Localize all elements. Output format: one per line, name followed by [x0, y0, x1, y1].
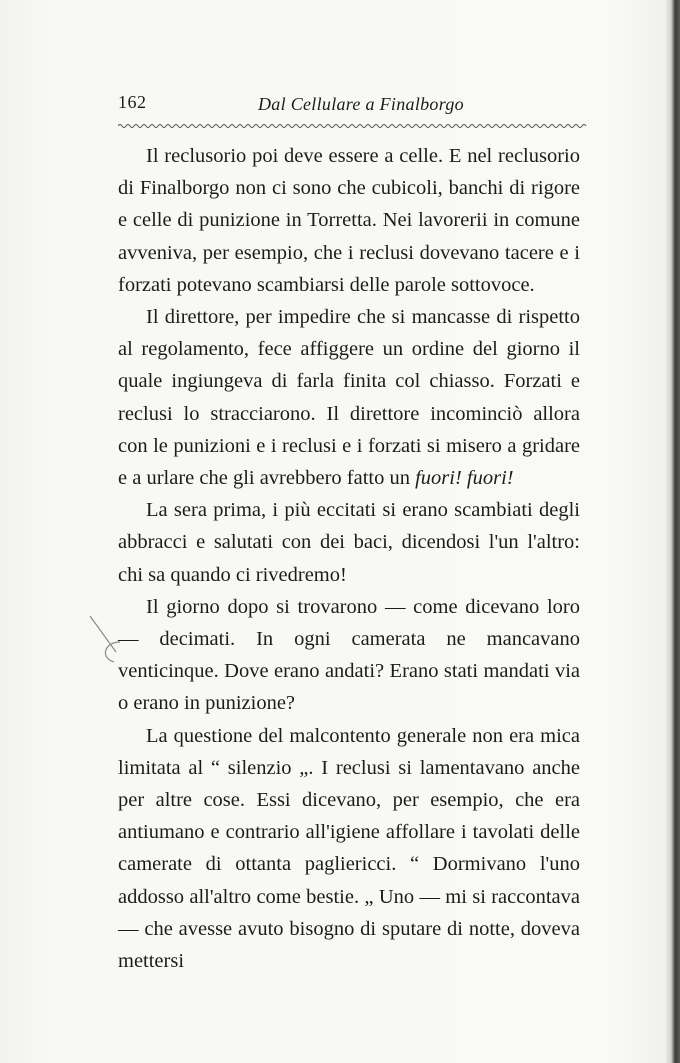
page-binding-edge — [664, 0, 680, 1063]
paragraph — [118, 301, 580, 494]
emphasis-fuori: fuori! fuori! — [415, 467, 514, 490]
paragraph: Il reclusorio poi deve essere a celle. E nel reclusorio di Finalborgo non ci sono che cubicoli, banchi di rigore e celle di punizione in Torretta. Nei lavorerii in comune avveniva, per esempio, che i reclusi dovevano tacere e i forzati potevano scambiarsi delle parole sottovoce. — [118, 145, 580, 296]
page-number: 162 — [118, 92, 147, 112]
header-ornamental-rule — [118, 122, 588, 130]
body-text — [118, 140, 580, 977]
running-title: Dal Cellulare a Finalborgo — [258, 94, 464, 114]
page-header — [118, 92, 588, 122]
paragraph-text: Il direttore, per impedire che si mancasse di rispetto al regolamento, fece affiggere un ordine del giorno il quale ingiungeva di farla finita col chiasso. Forzati e reclusi lo stracciarono. Il direttore incominciò allora con le punizioni e i reclusi e i forzati si misero a gridare e a urlare che gli avrebbero fatto un — [118, 306, 580, 490]
paragraph: La questione del malcontento generale non era mica limitata al “ silenzio „. I reclusi si lamentavano anche per altre cose. Essi dicevano, per esempio, che era antiumano e contrario all'igiene affollare i tavolati delle camerate di ottanta pagliericci. “ Dormivano l'uno addosso all'altro come bestie. „ Uno — mi si raccontava — che avesse avuto bisogno di sputare di notte, doveva mettersi — [118, 724, 580, 973]
paragraph: Il giorno dopo si trovarono — come dicevano loro — decimati. In ogni camerata ne mancavano venticinque. Dove erano andati? Erano stati mandati via o erano in punizione? — [118, 595, 580, 715]
paragraph: La sera prima, i più eccitati si erano scambiati degli abbracci e salutati con dei baci, dicendosi l'un l'altro: chi sa quando ci rivedremo! — [118, 499, 580, 586]
pencil-margin-mark-icon — [86, 612, 126, 668]
